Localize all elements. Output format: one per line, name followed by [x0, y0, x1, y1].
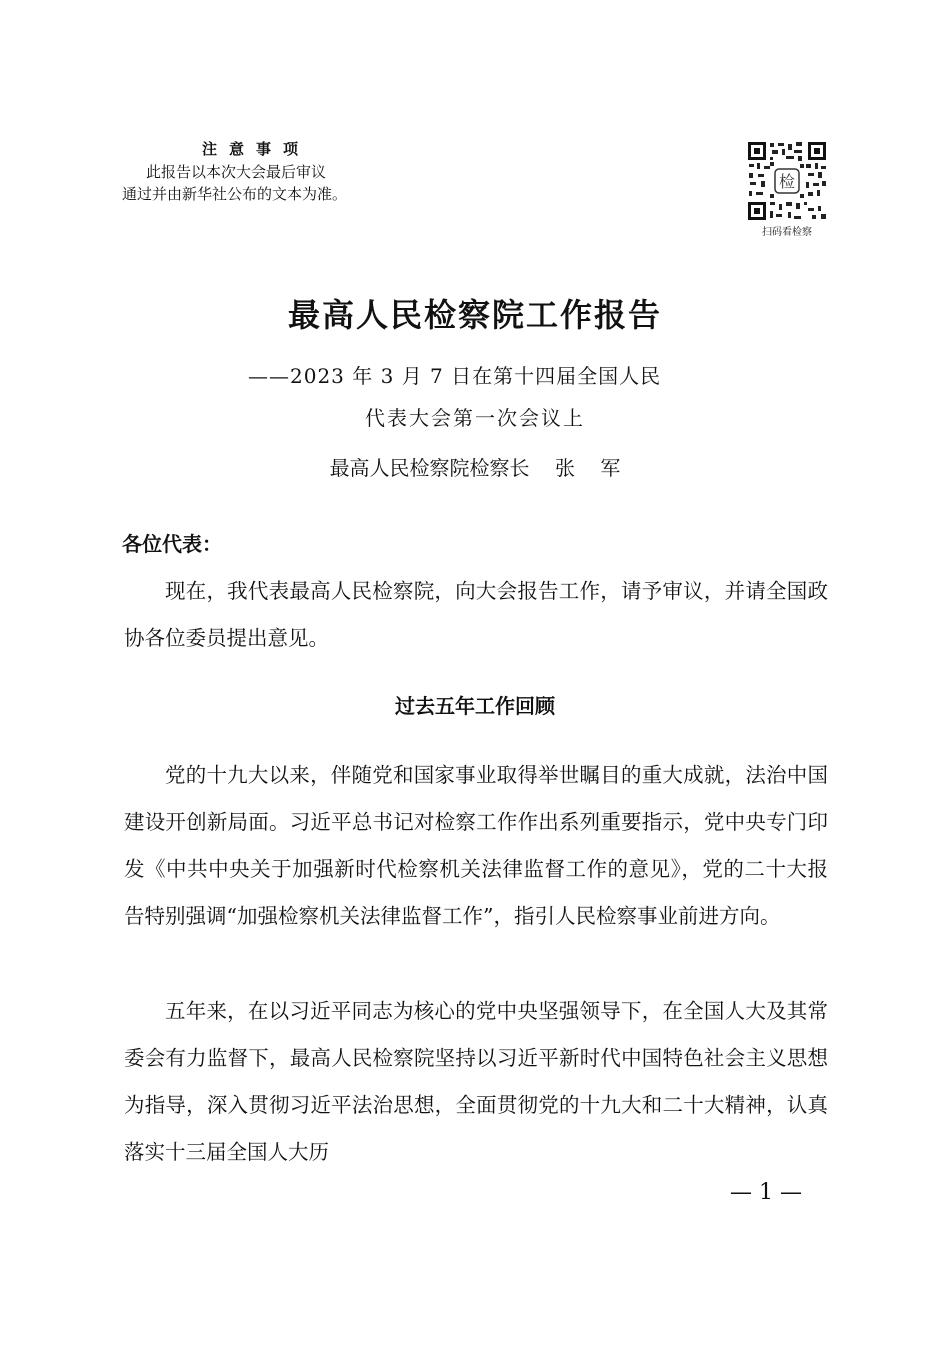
section-heading: 过去五年工作回顾	[395, 694, 555, 718]
speaker-line: 最高人民检察院检察长 张 军	[329, 456, 621, 480]
report-title: 最高人民检察院工作报告	[287, 296, 662, 334]
notice-line-1: 此报告以本次大会最后审议	[146, 163, 327, 181]
greeting: 各位代表：	[122, 532, 222, 556]
qr-caption: 扫码看检察	[762, 227, 812, 238]
paragraph-1: 现在，我代表最高人民检察院，向大会报告工作，请予审议，并请全国政协各位委员提出意见。	[124, 579, 828, 650]
paragraph-3: 五年来，在以习近平同志为核心的党中央坚强领导下，在全国人大及其常委会有力监督下，最高人民检察院坚持以习近平新时代中国特色社会主义思想为指导，深入贯彻习近平法治思想，全面贯彻党的十九大和二十大精神，认真落实十三届全国人大历	[124, 999, 828, 1164]
notice-line-2: 通过并由新华社公布的文本为准。	[122, 185, 348, 203]
report-subtitle-line-2: 代表大会第一次会议上	[365, 406, 585, 430]
notice-title: 注意事项	[202, 140, 311, 158]
paragraph-2: 党的十九大以来，伴随党和国家事业取得举世瞩目的重大成就，法治中国建设开创新局面。习近平总书记对检察工作作出系列重要指示，党中央专门印发《中共中央关于加强新时代检察机关法律监督工作的意见》，党的二十大报告特别强调“加强检察机关法律监督工作”，指引人民检察事业前进方向。	[124, 763, 828, 928]
qr-code-image[interactable]	[746, 140, 828, 222]
report-subtitle-line-1: ——2023 年 3 月 7 日在第十四届全国人民	[248, 364, 662, 388]
page-number: — 1 —	[730, 1180, 802, 1205]
qr-center-char: 检	[778, 172, 796, 191]
